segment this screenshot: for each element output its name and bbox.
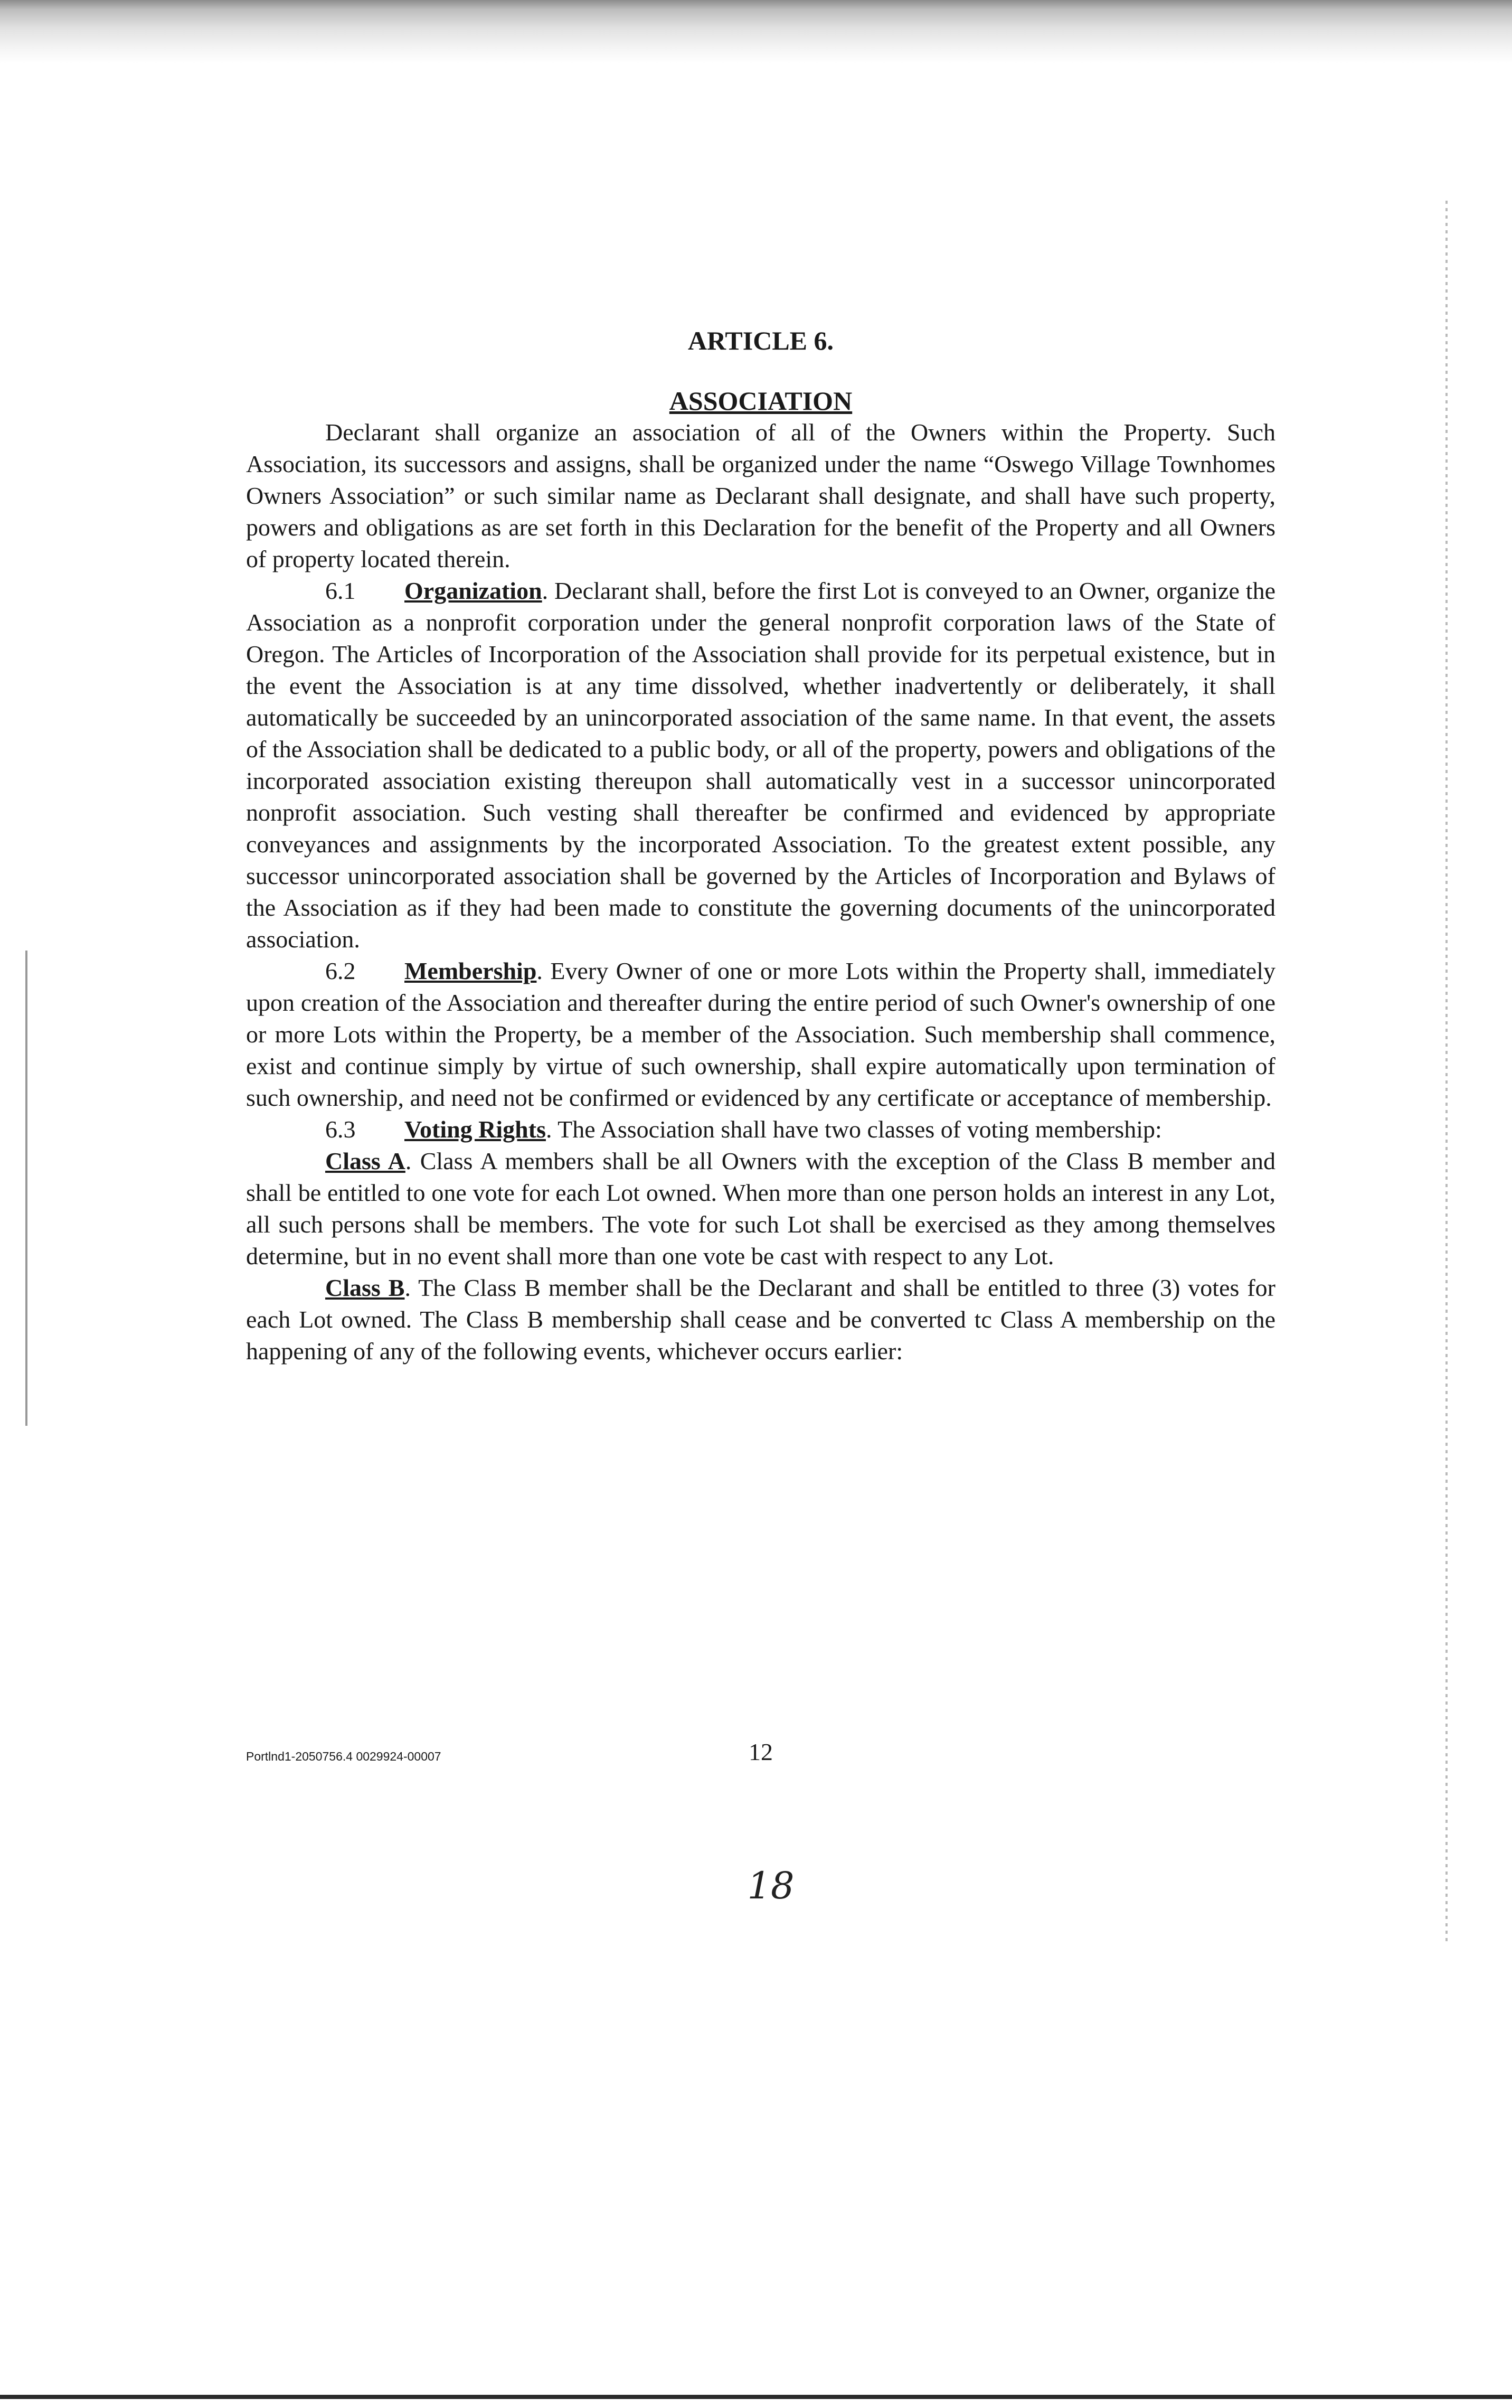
section-6-1 — [246, 575, 1275, 955]
section-heading: Voting Rights — [404, 1116, 546, 1143]
page-number: 12 — [749, 1738, 773, 1765]
section-6-2 — [246, 955, 1275, 1114]
section-number: 6.3 — [325, 1116, 356, 1143]
scan-edge-right — [1445, 201, 1448, 1943]
section-text: . The Association shall have two classes of voting membership: — [545, 1116, 1162, 1143]
section-heading: Organization — [404, 577, 542, 604]
document-body — [246, 325, 1275, 1367]
handwritten-page-number: 18 — [747, 1864, 795, 1907]
section-heading: Membership — [404, 957, 537, 984]
intro-paragraph: Declarant shall organize an association of all of the Owners within the Property. Such Association, its successors and assigns, shall be organized under the name “Oswego Village Townhomes Owners Association” or such similar name as Declarant shall designate, and shall have such property, powers and obligations as are set forth in this Declaration for the benefit of the Property and all Owners of property located therein. — [246, 419, 1275, 572]
section-text: . Every Owner of one or more Lots within the Property shall, immediately upon creation of the Association and thereafter during the entire period of such Owner's ownership of one or more Lots within the Property, be a member of the Association. Such membership shall commence, exist and continue simply by virtue of such ownership, shall expire automatically upon termination of such ownership, and need not be confirmed or evidenced by any certificate or acceptance of membership. — [246, 957, 1275, 1111]
class-a-paragraph — [246, 1145, 1275, 1272]
article-subtitle: ASSOCIATION — [669, 386, 853, 416]
section-number: 6.2 — [325, 957, 356, 984]
section-text: . Declarant shall, before the first Lot is conveyed to an Owner, organize the Association as a nonprofit corporation under the general nonprofit corporation laws of the State of Oregon. The Articles of Incorporation of the Association shall provide for its perpetual existence, but in the event the Association is at any time dissolved, whether inadvertently or deliberately, it shall automatically be succeeded by an unincorporated association of the same name. In that event, the assets of the Association shall be dedicated to a public body, or all of the property, powers and obligations of the incorporated association existing thereupon shall automatically vest in a successor unincorporated nonprofit association. Such vesting shall thereafter be confirmed and evidenced by appropriate conveyances and assignments by the incorporated Association. To the greatest extent possible, any successor unincorporated association shall be governed by the Articles of Incorporation and Bylaws of the Association as if they had been made to constitute the governing documents of the unincorporated association. — [246, 577, 1275, 953]
scan-edge-bottom — [0, 2395, 1512, 2399]
document-id: Portlnd1-2050756.4 0029924-00007 — [246, 1749, 441, 1763]
class-text: . Class A members shall be all Owners with the exception of the Class B member and shall be entitled to one vote for each Lot owned. When more than one person holds an interest in any Lot, all such persons shall be members. The vote for such Lot shall be exercised as they among themselves determine, but in no event shall more than one vote be cast with respect to any Lot. — [246, 1147, 1276, 1269]
section-6-3 — [246, 1114, 1275, 1145]
section-number: 6.1 — [325, 577, 356, 604]
class-heading: Class A — [325, 1147, 405, 1174]
scan-shadow-top — [0, 0, 1512, 63]
class-b-paragraph — [246, 1272, 1275, 1367]
article-title: ARTICLE 6. — [687, 326, 834, 355]
class-heading: Class B — [325, 1274, 405, 1301]
class-text: . The Class B member shall be the Declarant and shall be entitled to three (3) votes for each Lot owned. The Class B membership shall cease and be converted tc Class A membership on the happening of any of the following events, whichever occurs earlier: — [246, 1274, 1276, 1365]
scan-edge-left — [25, 951, 35, 1426]
